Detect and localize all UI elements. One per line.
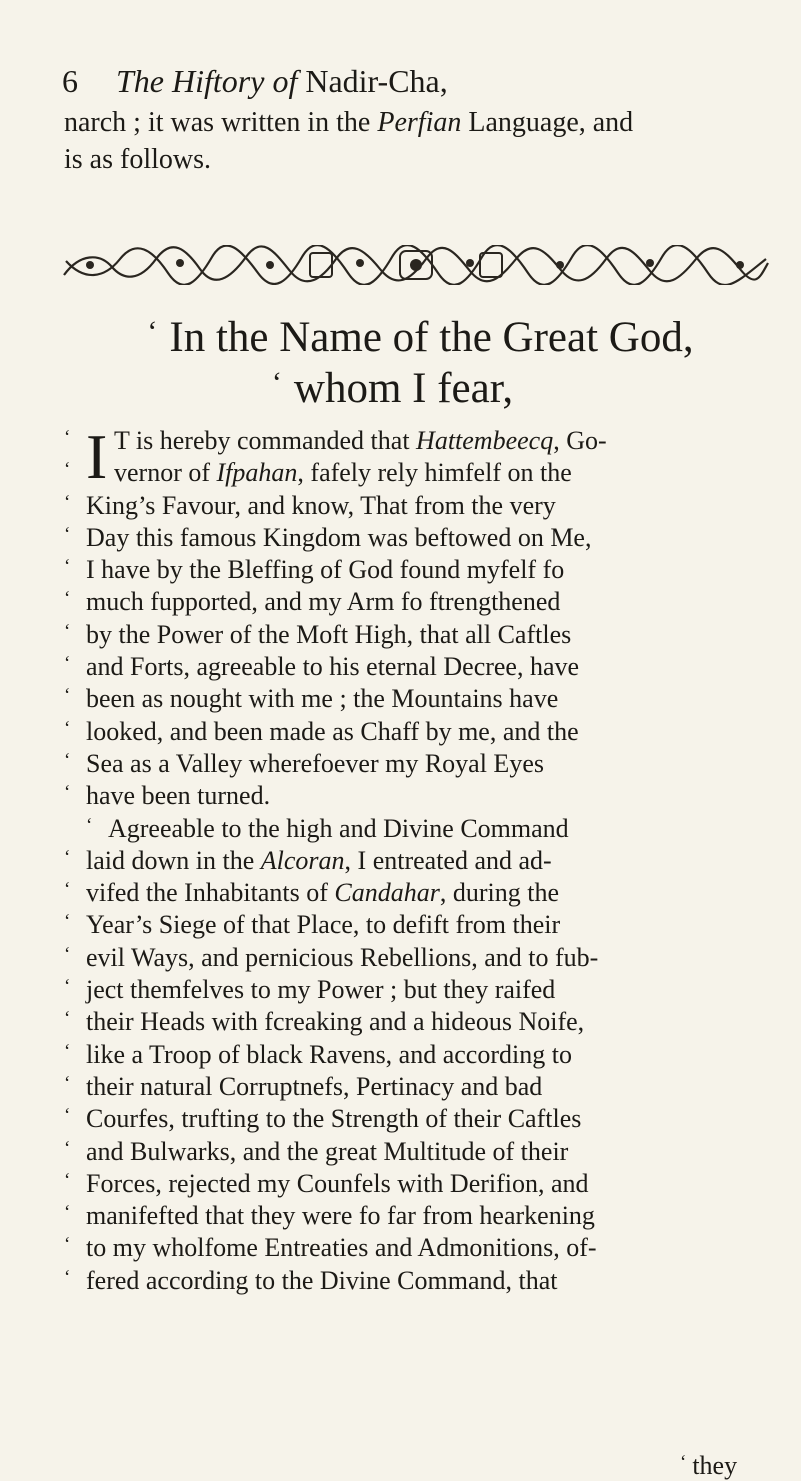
text-line: ‘ like a Troop of black Ravens, and according to bbox=[64, 1039, 572, 1069]
text-line: ‘ and Bulwarks, and the great Multitude of their bbox=[64, 1136, 569, 1166]
header-title-italic: The Hiftory of bbox=[116, 63, 298, 99]
letter-body bbox=[64, 421, 764, 1297]
quote-mark: ‘ bbox=[271, 366, 282, 399]
text-line: ‘ Forces, rejected my Counfels with Derifion, and bbox=[64, 1168, 589, 1198]
text-line: ‘ ject themfelves to my Power ; but they raifed bbox=[64, 975, 556, 1005]
text-line: ‘ by the Power of the Moft High, that all Caftles bbox=[64, 619, 572, 649]
text-line: ‘ evil Ways, and pernicious Rebellions, and to fub- bbox=[64, 942, 599, 972]
text-line: ‘ have been turned. bbox=[64, 781, 271, 811]
text-line: ‘ vernor of Ifpahan, fafely rely himfelf on the bbox=[64, 458, 572, 488]
intro-paragraph bbox=[64, 104, 754, 178]
drop-cap: I bbox=[86, 421, 108, 492]
catchword: ‘ they bbox=[680, 1451, 738, 1480]
page-number: 6 bbox=[62, 63, 78, 99]
text-line: ‘ Sea as a Valley wherefoever my Royal Eyes bbox=[64, 748, 544, 778]
heading-line-2: ‘ whom I fear, bbox=[271, 365, 514, 412]
text-line: ‘ their Heads with fcreaking and a hideous Noife, bbox=[64, 1007, 585, 1037]
text-line: ‘ been as nought with me ; the Mountains have bbox=[64, 684, 559, 714]
text-line: ‘ much fupported, and my Arm fo ftrengthened bbox=[64, 587, 561, 617]
header-title-roman: Nadir-Cha, bbox=[305, 63, 448, 99]
decorative-headpiece-ornament-icon bbox=[60, 245, 772, 285]
text-line: ‘ I T is hereby commanded that Hattembeecq, Go- bbox=[64, 421, 607, 492]
intro-line-2: is as follows. bbox=[64, 144, 211, 175]
text-line: ‘ King’s Favour, and know, That from the very bbox=[64, 490, 556, 520]
text-line: ‘ to my wholfome Entreaties and Admonitions, of- bbox=[64, 1233, 597, 1263]
text-line: ‘ and Forts, agreeable to his eternal Decree, have bbox=[64, 652, 580, 682]
heading-line-1: ‘ In the Name of the Great God, bbox=[147, 314, 694, 361]
intro-line-1: narch ; it was written in the Perfian Language, and bbox=[64, 107, 634, 138]
text-line: ‘ fered according to the Divine Command, that bbox=[64, 1265, 558, 1295]
text-line: ‘ Courfes, trufting to the Strength of their Caftles bbox=[64, 1104, 582, 1134]
text-line: ‘ looked, and been made as Chaff by me, and the bbox=[64, 716, 579, 746]
quote-mark: ‘ bbox=[147, 315, 158, 348]
text-line: ‘ Agreeable to the high and Divine Command bbox=[86, 813, 569, 843]
text-line: ‘ vifed the Inhabitants of Candahar, during the bbox=[64, 878, 559, 908]
text-line: ‘ I have by the Bleffing of God found myfelf fo bbox=[64, 555, 565, 585]
text-line: ‘ their natural Corruptnefs, Pertinacy and bad bbox=[64, 1071, 543, 1101]
text-line: ‘ Year’s Siege of that Place, to defift from their bbox=[64, 910, 561, 940]
text-line: ‘ manifefted that they were fo far from hearkening bbox=[64, 1201, 595, 1231]
running-header bbox=[62, 62, 448, 100]
text-line: ‘ laid down in the Alcoran, I entreated and ad- bbox=[64, 845, 552, 875]
text-line: ‘ Day this famous Kingdom was beftowed on Me, bbox=[64, 522, 592, 552]
